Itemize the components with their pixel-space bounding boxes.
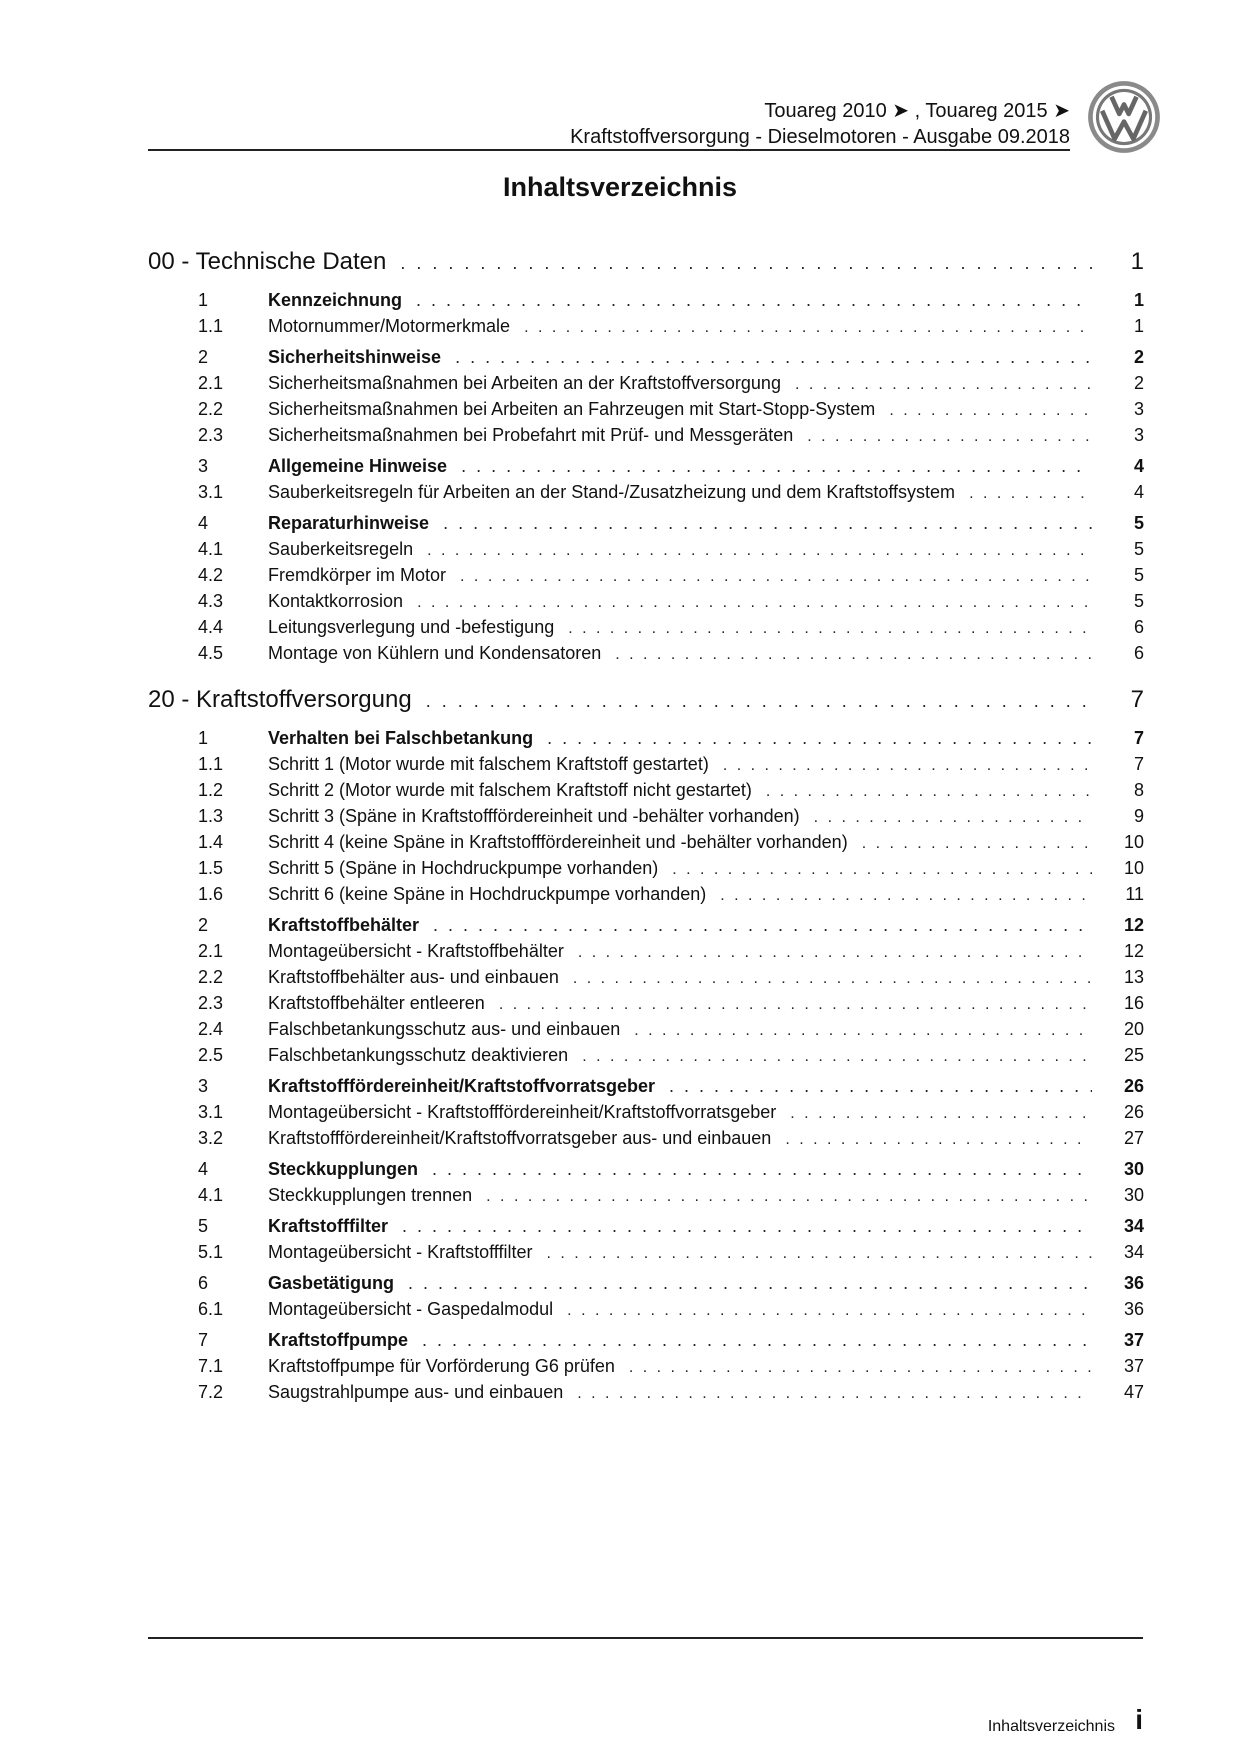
toc-subsection-entry[interactable] — [148, 855, 1144, 881]
dot-leader — [720, 883, 1092, 909]
subsection-page-number: 9 — [1133, 806, 1144, 826]
dot-leader — [499, 992, 1092, 1018]
toc-subsection-entry[interactable] — [148, 938, 1144, 964]
toc-subsection-entry[interactable] — [148, 777, 1144, 803]
subsection-page-number: 27 — [1123, 1128, 1144, 1148]
subsection-page-number: 34 — [1123, 1242, 1144, 1262]
toc-subsection-entry[interactable] — [148, 751, 1144, 777]
dot-leader — [862, 831, 1092, 857]
subsection-title: Motornummer/Motormerkmale — [268, 316, 511, 336]
section-title: Reparaturhinweise — [268, 513, 430, 533]
toc-subsection-entry[interactable] — [148, 588, 1144, 614]
subsection-number: 1.1 — [198, 754, 224, 774]
dot-leader — [634, 1018, 1092, 1044]
toc-subsection-entry[interactable] — [148, 1353, 1144, 1379]
dot-leader — [615, 642, 1092, 668]
dot-leader — [567, 1298, 1092, 1324]
chapter-page-number: 1 — [1130, 248, 1144, 275]
toc-subsection-entry[interactable] — [148, 422, 1144, 448]
subsection-number: 2.4 — [198, 1019, 224, 1039]
subsection-page-number: 26 — [1123, 1102, 1144, 1122]
section-number: 3 — [198, 456, 209, 476]
subsection-title: Sauberkeitsregeln — [268, 539, 414, 559]
toc-section-entry[interactable] — [148, 453, 1144, 479]
subsection-number: 1.2 — [198, 780, 224, 800]
toc-section-entry[interactable] — [148, 287, 1144, 313]
section-page-number: 4 — [1133, 456, 1144, 476]
toc-subsection-entry[interactable] — [148, 990, 1144, 1016]
section-title: Gasbetätigung — [268, 1273, 395, 1293]
subsection-number: 1.5 — [198, 858, 224, 878]
dot-leader — [460, 564, 1092, 590]
footer-divider — [148, 1637, 1143, 1639]
section-page-number: 5 — [1133, 513, 1144, 533]
subsection-number: 3.2 — [198, 1128, 224, 1148]
subsection-number: 2.5 — [198, 1045, 224, 1065]
section-page-number: 34 — [1123, 1216, 1144, 1236]
toc-section-entry[interactable] — [148, 1156, 1144, 1182]
subsection-page-number: 20 — [1123, 1019, 1144, 1039]
dot-leader — [432, 1156, 1092, 1182]
subsection-title: Kraftstofffördereinheit/Kraftstoffvorratsgeber aus- und einbauen — [268, 1128, 772, 1148]
toc-subsection-entry[interactable] — [148, 370, 1144, 396]
dot-leader — [582, 1044, 1092, 1070]
toc-subsection-entry[interactable] — [148, 803, 1144, 829]
subsection-page-number: 37 — [1123, 1356, 1144, 1376]
subsection-title: Schritt 4 (keine Späne in Kraftstofffördereinheit und -behälter vorhanden) — [268, 832, 848, 852]
subsection-number: 4.4 — [198, 617, 224, 637]
toc-subsection-entry[interactable] — [148, 562, 1144, 588]
subsection-page-number: 30 — [1123, 1185, 1144, 1205]
dot-leader — [889, 398, 1092, 424]
chapter-title: 00 - Technische Daten — [148, 248, 387, 275]
toc-subsection-entry[interactable] — [148, 1239, 1144, 1265]
dot-leader — [814, 805, 1092, 831]
subsection-number: 7.1 — [198, 1356, 224, 1376]
page-header — [0, 0, 1240, 160]
subsection-number: 2.3 — [198, 993, 224, 1013]
dot-leader — [568, 616, 1092, 642]
subsection-title: Leitungsverlegung und -befestigung — [268, 617, 555, 637]
subsection-page-number: 16 — [1123, 993, 1144, 1013]
section-page-number: 2 — [1133, 347, 1144, 367]
toc-chapter-entry[interactable] — [148, 680, 1144, 720]
toc-section-entry[interactable] — [148, 1213, 1144, 1239]
toc-subsection-entry[interactable] — [148, 396, 1144, 422]
subsection-page-number: 10 — [1123, 858, 1144, 878]
subsection-number: 2.3 — [198, 425, 224, 445]
subsection-title: Sicherheitsmaßnahmen bei Arbeiten an der Kraftstoffversorgung — [268, 373, 781, 393]
dot-leader — [723, 753, 1092, 779]
chapter-page-number: 7 — [1130, 686, 1144, 713]
dot-leader — [969, 481, 1092, 507]
dot-leader — [426, 681, 1092, 721]
subsection-number: 4.1 — [198, 539, 224, 559]
section-number: 6 — [198, 1273, 209, 1293]
footer-page-number: i — [1135, 1704, 1143, 1735]
subsection-page-number: 3 — [1133, 425, 1144, 445]
page-title: Inhaltsverzeichnis — [502, 172, 738, 202]
subsection-number: 4.2 — [198, 565, 224, 585]
subsection-title: Schritt 6 (keine Späne in Hochdruckpumpe vorhanden) — [268, 884, 707, 904]
section-page-number: 12 — [1123, 915, 1144, 935]
section-page-number: 7 — [1133, 728, 1144, 748]
subsection-number: 1.4 — [198, 832, 224, 852]
section-title: Kennzeichnung — [268, 290, 402, 310]
subsection-page-number: 36 — [1123, 1299, 1144, 1319]
subsection-title: Schritt 2 (Motor wurde mit falschem Kraftstoff nicht gestartet) — [268, 780, 752, 800]
dot-leader — [417, 590, 1092, 616]
dot-leader — [578, 940, 1092, 966]
subsection-number: 1.1 — [198, 316, 224, 336]
dot-leader — [402, 1213, 1092, 1239]
subsection-title: Kraftstoffbehälter aus- und einbauen — [268, 967, 559, 987]
table-of-contents — [148, 242, 1144, 1405]
dot-leader — [422, 1327, 1092, 1353]
subsection-page-number: 5 — [1133, 565, 1144, 585]
subsection-title: Steckkupplungen trennen — [268, 1185, 473, 1205]
dot-leader — [461, 453, 1092, 479]
subsection-title: Kontaktkorrosion — [268, 591, 404, 611]
dot-leader — [408, 1270, 1092, 1296]
subsection-number: 1.3 — [198, 806, 224, 826]
subsection-page-number: 4 — [1133, 482, 1144, 502]
subsection-title: Schritt 1 (Motor wurde mit falschem Kraftstoff gestartet) — [268, 754, 709, 774]
subsection-number: 4.1 — [198, 1185, 224, 1205]
footer-label: Inhaltsverzeichnis — [987, 1718, 1115, 1735]
subsection-title: Sicherheitsmaßnahmen bei Probefahrt mit Prüf- und Messgeräten — [268, 425, 794, 445]
vw-logo-icon — [1085, 78, 1163, 156]
toc-subsection-entry[interactable] — [148, 881, 1144, 907]
toc-subsection-entry[interactable] — [148, 536, 1144, 562]
subsection-page-number: 11 — [1125, 884, 1144, 904]
section-number: 1 — [198, 290, 209, 310]
section-number: 1 — [198, 728, 209, 748]
subsection-title: Montageübersicht - Kraftstoffbehälter — [268, 941, 564, 961]
toc-subsection-entry[interactable] — [148, 313, 1144, 339]
toc-subsection-entry[interactable] — [148, 1296, 1144, 1322]
subsection-page-number: 47 — [1123, 1382, 1144, 1402]
dot-leader — [427, 538, 1092, 564]
dot-leader — [766, 779, 1092, 805]
toc-subsection-entry[interactable] — [148, 1099, 1144, 1125]
toc-subsection-entry[interactable] — [148, 614, 1144, 640]
dot-leader — [546, 1241, 1092, 1267]
section-number: 7 — [198, 1330, 209, 1350]
section-title: Steckkupplungen — [268, 1159, 419, 1179]
section-number: 3 — [198, 1076, 209, 1096]
subsection-page-number: 7 — [1133, 754, 1144, 774]
toc-subsection-entry[interactable] — [148, 1125, 1144, 1151]
toc-section-entry[interactable] — [148, 510, 1144, 536]
section-page-number: 37 — [1123, 1330, 1144, 1350]
subsection-page-number: 12 — [1123, 941, 1144, 961]
subsection-number: 2.1 — [198, 941, 224, 961]
subsection-page-number: 6 — [1133, 617, 1144, 637]
dot-leader — [577, 1381, 1092, 1407]
subsection-number: 2.1 — [198, 373, 224, 393]
section-page-number: 30 — [1123, 1159, 1144, 1179]
toc-section-entry[interactable] — [148, 1270, 1144, 1296]
subsection-page-number: 3 — [1133, 399, 1144, 419]
subsection-number: 1.6 — [198, 884, 224, 904]
subsection-title: Fremdkörper im Motor — [268, 565, 447, 585]
toc-subsection-entry[interactable] — [148, 1042, 1144, 1068]
toc-subsection-entry[interactable] — [148, 1016, 1144, 1042]
toc-subsection-entry[interactable] — [148, 1182, 1144, 1208]
subsection-title: Kraftstoffbehälter entleeren — [268, 993, 485, 1013]
section-title: Kraftstofffilter — [268, 1216, 388, 1236]
section-number: 4 — [198, 513, 209, 533]
header-manual-title: Kraftstoffversorgung - Dieselmotoren - Ausgabe 09.2018 — [570, 126, 1070, 148]
header-models: Touareg 2010 ➤ , Touareg 2015 ➤ — [764, 100, 1070, 122]
toc-subsection-entry[interactable] — [148, 1379, 1144, 1405]
dot-leader — [573, 966, 1092, 992]
dot-leader — [629, 1355, 1092, 1381]
section-page-number: 36 — [1123, 1273, 1144, 1293]
dot-leader — [790, 1101, 1092, 1127]
dot-leader — [433, 912, 1092, 938]
section-page-number: 1 — [1133, 290, 1144, 310]
dot-leader — [443, 510, 1092, 536]
subsection-title: Montage von Kühlern und Kondensatoren — [268, 643, 602, 663]
section-number: 4 — [198, 1159, 209, 1179]
subsection-title: Montageübersicht - Kraftstofffördereinheit/Kraftstoffvorratsgeber — [268, 1102, 777, 1122]
dot-leader — [547, 725, 1092, 751]
subsection-title: Falschbetankungsschutz deaktivieren — [268, 1045, 569, 1065]
section-title: Kraftstofffördereinheit/Kraftstoffvorratsgeber — [268, 1076, 656, 1096]
section-title: Kraftstoffbehälter — [268, 915, 420, 935]
dot-leader — [455, 344, 1092, 370]
dot-leader — [795, 372, 1092, 398]
chapter-title: 20 - Kraftstoffversorgung — [148, 686, 412, 713]
section-number: 2 — [198, 347, 209, 367]
toc-section-entry[interactable] — [148, 725, 1144, 751]
toc-section-entry[interactable] — [148, 912, 1144, 938]
subsection-number: 7.2 — [198, 1382, 224, 1402]
subsection-page-number: 5 — [1133, 539, 1144, 559]
section-title: Allgemeine Hinweise — [268, 456, 448, 476]
dot-leader — [785, 1127, 1092, 1153]
subsection-page-number: 13 — [1123, 967, 1144, 987]
subsection-page-number: 5 — [1133, 591, 1144, 611]
subsection-number: 3.1 — [198, 482, 224, 502]
toc-section-entry[interactable] — [148, 1073, 1144, 1099]
section-title: Kraftstoffpumpe — [268, 1330, 408, 1350]
toc-section-entry[interactable] — [148, 1327, 1144, 1353]
subsection-number: 5.1 — [198, 1242, 224, 1262]
subsection-title: Saugstrahlpumpe aus- und einbauen — [268, 1382, 564, 1402]
subsection-page-number: 6 — [1133, 643, 1144, 663]
section-number: 2 — [198, 915, 209, 935]
section-page-number: 26 — [1123, 1076, 1144, 1096]
subsection-title: Sicherheitsmaßnahmen bei Arbeiten an Fahrzeugen mit Start-Stopp-System — [268, 399, 876, 419]
dot-leader — [400, 243, 1092, 283]
dot-leader — [416, 287, 1092, 313]
toc-subsection-entry[interactable] — [148, 479, 1144, 505]
toc-subsection-entry[interactable] — [148, 640, 1144, 666]
subsection-title: Montageübersicht - Gaspedalmodul — [268, 1299, 554, 1319]
subsection-page-number: 1 — [1133, 316, 1144, 336]
toc-subsection-entry[interactable] — [148, 829, 1144, 855]
subsection-number: 2.2 — [198, 399, 224, 419]
dot-leader — [524, 315, 1092, 341]
header-divider — [148, 149, 1070, 151]
subsection-page-number: 2 — [1133, 373, 1144, 393]
section-title: Verhalten bei Falschbetankung — [268, 728, 534, 748]
dot-leader — [807, 424, 1092, 450]
subsection-title: Kraftstoffpumpe für Vorförderung G6 prüfen — [268, 1356, 615, 1376]
subsection-page-number: 8 — [1133, 780, 1144, 800]
subsection-title: Montageübersicht - Kraftstofffilter — [268, 1242, 533, 1262]
dot-leader — [672, 857, 1092, 883]
dot-leader — [669, 1073, 1092, 1099]
subsection-number: 3.1 — [198, 1102, 224, 1122]
dot-leader — [486, 1184, 1092, 1210]
subsection-number: 4.3 — [198, 591, 224, 611]
toc-section-entry[interactable] — [148, 344, 1144, 370]
subsection-title: Sauberkeitsregeln für Arbeiten an der Stand-/Zusatzheizung und dem Kraftstoffsystem — [268, 482, 956, 502]
subsection-number: 2.2 — [198, 967, 224, 987]
subsection-title: Schritt 3 (Späne in Kraftstofffördereinheit und -behälter vorhanden) — [268, 806, 800, 826]
subsection-number: 6.1 — [198, 1299, 224, 1319]
toc-subsection-entry[interactable] — [148, 964, 1144, 990]
subsection-number: 4.5 — [198, 643, 224, 663]
subsection-title: Falschbetankungsschutz aus- und einbauen — [268, 1019, 621, 1039]
section-number: 5 — [198, 1216, 209, 1236]
subsection-title: Schritt 5 (Späne in Hochdruckpumpe vorhanden) — [268, 858, 659, 878]
section-title: Sicherheitshinweise — [268, 347, 442, 367]
subsection-page-number: 25 — [1123, 1045, 1144, 1065]
toc-chapter-entry[interactable] — [148, 242, 1144, 282]
subsection-page-number: 10 — [1123, 832, 1144, 852]
